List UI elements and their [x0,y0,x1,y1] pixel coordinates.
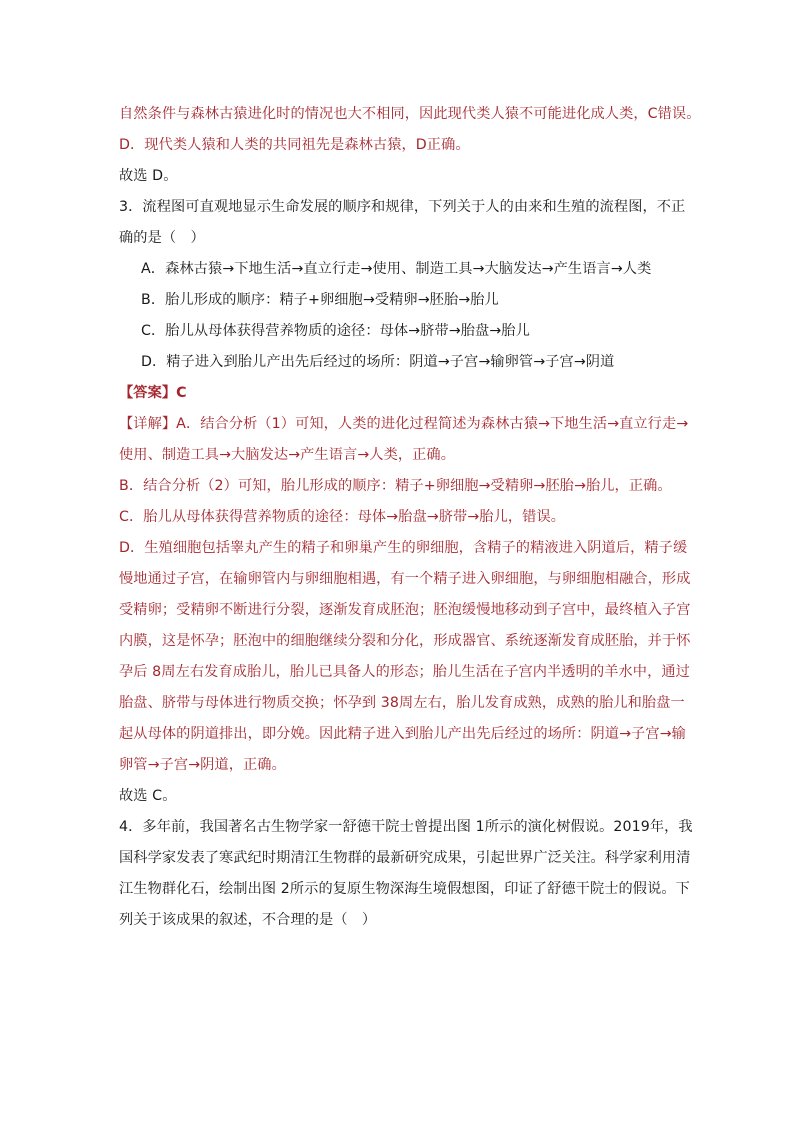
choice-statement: 故选 D。 [119,168,178,184]
question-4-stem: 国科学家发表了寒武纪时期清江生物群的最新研究成果，引起世界广泛关注。科学家利用清 [119,850,691,866]
question-4-stem: 江生物群化石，绘制出图 2所示的复原生物深海生境假想图，印证了舒德干院士的假说。下 [119,881,690,897]
explanation-line: 卵管→子宫→阴道，正确。 [119,757,286,773]
explanation-line: 慢地通过子宫，在输卵管内与卵细胞相遇，有一个精子进入卵细胞，与卵细胞相融合，形成 [119,571,691,587]
explanation-line: 起从母体的阴道排出，即分娩。因此精子进入到胎儿产出先后经过的场所：阴道→子宫→输 [119,726,686,742]
explanation-line: 自然条件与森林古猿进化时的情况也大不相同，因此现代类人猿不可能进化成人类，C错误。 [119,106,701,122]
explanation-line: 使用、制造工具→大脑发达→产生语言→人类，正确。 [119,447,456,463]
choice-statement: 故选 C。 [119,788,177,804]
explanation-line: 受精卵；受精卵不断进行分裂，逐渐发育成胚泡；胚泡缓慢地移动到子宫中，最终植入子宫 [119,602,691,618]
explanation-line: B．结合分析（2）可知，胎儿形成的顺序：精子+卵细胞→受精卵→胚胎→胎儿，正确。 [119,478,672,494]
explanation-line: C．胎儿从母体获得营养物质的途径：母体→胎盘→脐带→胎儿，错误。 [119,509,566,525]
question-3-option-a: A．森林古猿→下地生活→直立行走→使用、制造工具→大脑发达→产生语言→人类 [141,261,652,277]
question-3-option-c: C．胎儿从母体获得营养物质的途径：母体→脐带→胎盘→胎儿 [141,323,530,339]
question-4-stem: 4．多年前，我国著名古生物学家一舒德干院士曾提出图 1所示的演化树假说。2019年，我 [119,819,693,835]
question-3-option-d: D．精子进入到胎儿产出先后经过的场所：阴道→子宫→输卵管→子宫→阴道 [141,354,615,370]
explanation-line: 内膜，这是怀孕；胚泡中的细胞继续分裂和分化，形成器官、系统逐渐发育成胚胎，并于怀 [119,633,691,649]
answer-label: 【答案】C [119,385,187,401]
explanation-line: 孕后 8周左右发育成胎儿，胎儿已具备人的形态；胎儿生活在子宫内半透明的羊水中，通过 [119,664,690,680]
explanation-line: 胎盘、脐带与母体进行物质交换；怀孕到 38周左右，胎儿发育成熟，成熟的胎儿和胎盘一 [119,695,685,711]
explanation-line: D．生殖细胞包括睾丸产生的精子和卵巢产生的卵细胞，含精子的精液进入阴道后，精子缓 [119,540,688,556]
question-3-option-b: B．胎儿形成的顺序：精子+卵细胞→受精卵→胚胎→胎儿 [141,292,499,308]
explanation-line: D．现代类人猿和人类的共同祖先是森林古猿，D正确。 [119,137,470,153]
question-3-stem: 3．流程图可直观地显示生命发展的顺序和规律，下列关于人的由来和生殖的流程图，不正 [119,199,686,215]
question-3-stem: 确的是（ ） [119,230,205,246]
explanation-line: 【详解】A．结合分析（1）可知，人类的进化过程简述为森林古猿→下地生活→直立行走→ [119,416,689,432]
question-4-stem: 列关于该成果的叙述，不合理的是（ ） [119,912,377,928]
document-body [119,99,701,936]
